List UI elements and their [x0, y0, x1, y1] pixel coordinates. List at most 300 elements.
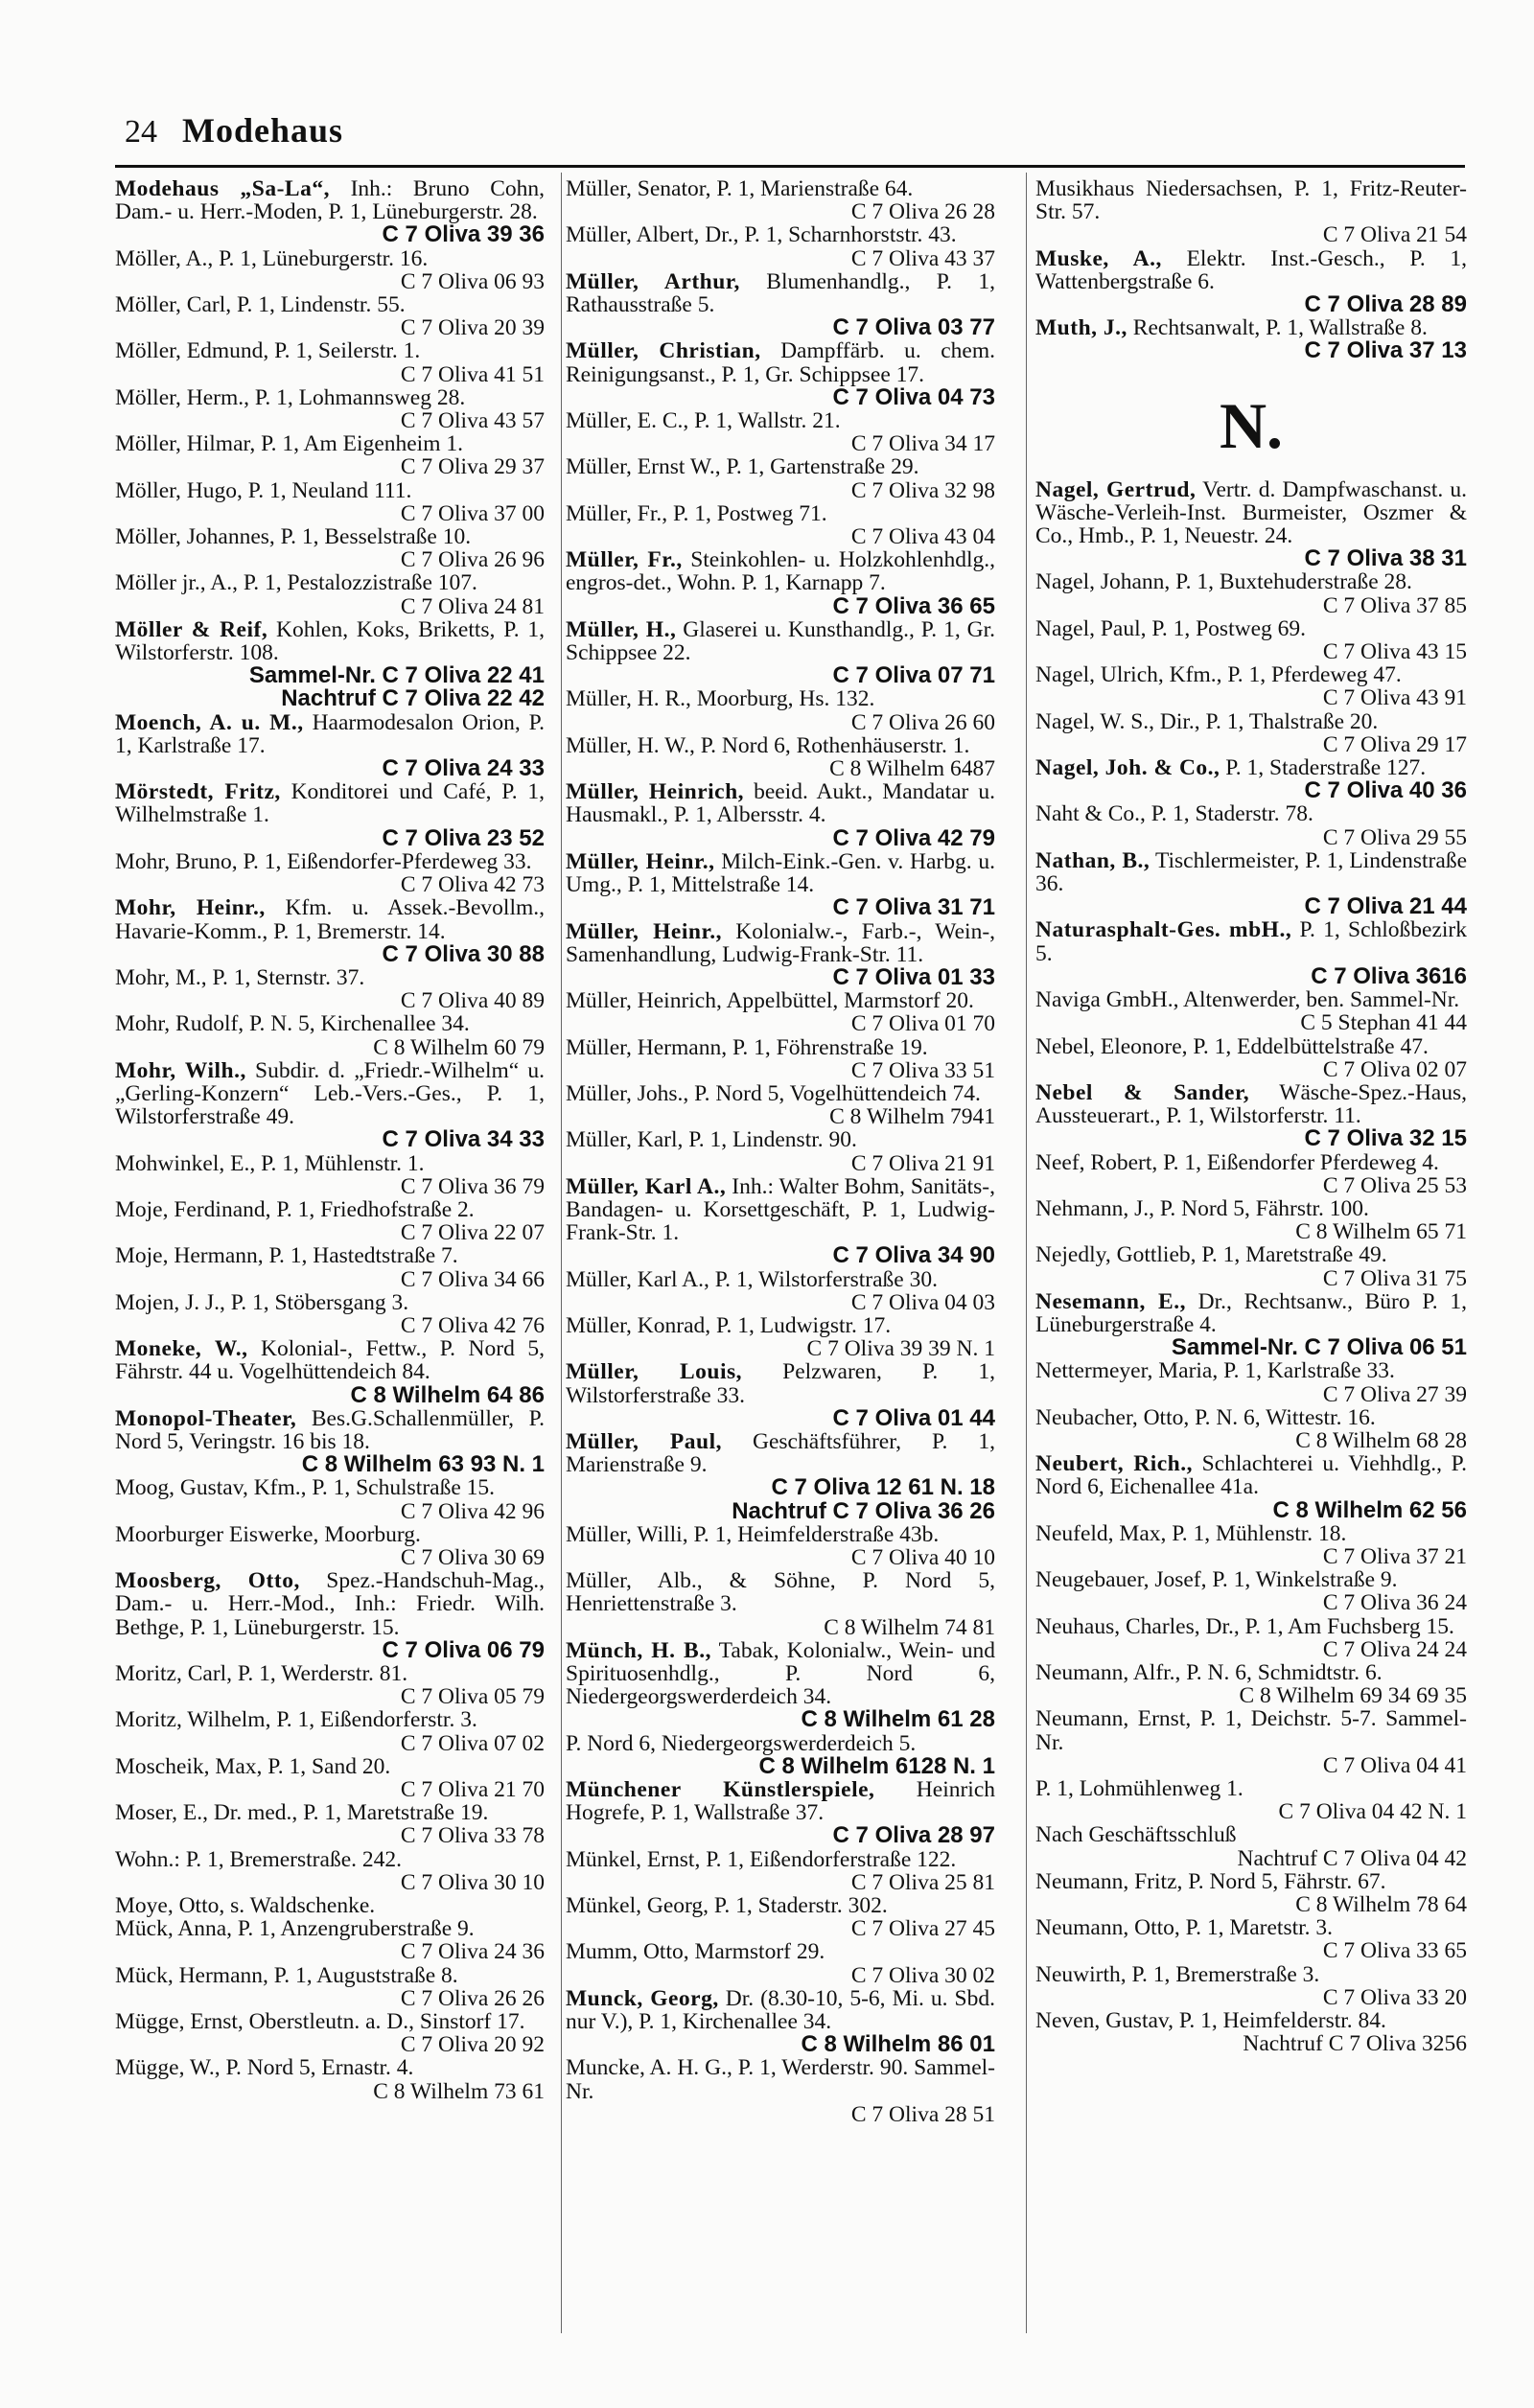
entry-name: Monopol-Theater, [115, 1405, 297, 1431]
directory-entry [1035, 1661, 1467, 1707]
directory-entry [115, 1476, 545, 1522]
directory-entry [1035, 2009, 1467, 2055]
phone-number: C 7 Oliva 42 96 [400, 1498, 545, 1524]
phone-number: C 7 Oliva 21 44 [1304, 893, 1467, 920]
phone-number: C 7 Oliva 25 81 [850, 1869, 995, 1895]
phone-number: C 7 Oliva 39 36 [382, 221, 545, 248]
column-divider [561, 173, 562, 2333]
entry-text: Müller, Fr., P. 1, Postweg 71. [566, 500, 827, 526]
directory-entry [566, 1268, 995, 1314]
phone-number: C 7 Oliva 06 79 [382, 1636, 545, 1663]
entry-name: Mörstedt, Fritz, [115, 779, 281, 805]
directory-entry [1035, 1870, 1467, 1916]
phone-number: C 7 Oliva 43 91 [1322, 685, 1467, 711]
directory-entry [566, 1732, 995, 1778]
entry-text: Mojen, J. J., P. 1, Stöbersgang 3. [115, 1289, 409, 1315]
directory-entry [566, 734, 995, 780]
directory-entry [566, 1082, 995, 1128]
phone-number: Nachtruf C 7 Oliva 22 42 [281, 685, 545, 712]
directory-entry [566, 339, 995, 409]
directory-entry [1035, 1197, 1467, 1243]
directory-entry [566, 1778, 995, 1848]
phone-number: C 7 Oliva 43 57 [400, 408, 545, 434]
entry-text: Mück, Hermann, P. 1, Auguststraße 8. [115, 1962, 458, 1988]
directory-entry [115, 780, 545, 850]
entry-text: Müller, Johs., P. Nord 5, Vogelhüttendeich 74. [566, 1080, 981, 1106]
entry-name: Müller, Heinr., [566, 848, 715, 874]
directory-entry [115, 1801, 545, 1847]
entry-text: Müller, Karl, P. 1, Lindenstr. 90. [566, 1127, 857, 1153]
entry-text: Moje, Ferdinand, P. 1, Friedhofstraße 2. [115, 1196, 475, 1222]
directory-entry [115, 432, 545, 478]
entry-name: Moneke, W., [115, 1336, 248, 1362]
entry-text: Bes.G.Schallenmüller, P. Nord 5, Veringstr. 16 bis 18. [115, 1405, 545, 1454]
entry-text: Elektr. Inst.-Gesch., P. 1, Wattenbergstraße 6. [1035, 245, 1468, 294]
entry-text: Müller, Heinrich, Appelbüttel, Marmstorf 20. [566, 988, 974, 1014]
directory-entry [1035, 988, 1467, 1034]
directory-entry [115, 339, 545, 385]
entry-name: Müller, Karl A., [566, 1173, 727, 1199]
entry-text: Nagel, Johann, P. 1, Buxtehuderstraße 28. [1035, 569, 1412, 595]
entry-text: Neuhaus, Charles, Dr., P. 1, Am Fuchsberg 15. [1035, 1613, 1454, 1639]
phone-number: C 8 Wilhelm 64 86 [350, 1381, 545, 1408]
entry-text: Moser, E., Dr. med., P. 1, Maretstraße 19. [115, 1800, 489, 1826]
phone-number: C 7 Oliva 20 39 [400, 315, 545, 341]
phone-number: C 7 Oliva 28 89 [1304, 291, 1467, 318]
entry-name: Müller, Christian, [566, 338, 761, 364]
entry-text: Glaserei u. Kunsthandlg., P. 1, Gr. Schippsee 22. [566, 616, 995, 666]
entry-name: Neubert, Rich., [1035, 1451, 1193, 1477]
entry-text: Muncke, A. H. G., P. 1, Werderstr. 90. Sammel-Nr. [566, 2055, 995, 2104]
directory-entry [566, 1848, 995, 1894]
entry-name: Muske, A., [1035, 245, 1162, 271]
directory-entry [115, 1291, 545, 1337]
phone-number: C 7 Oliva 02 07 [1322, 1056, 1467, 1082]
phone-number: C 7 Oliva 37 85 [1322, 592, 1467, 618]
entry-name: Nebel & Sander, [1035, 1079, 1250, 1105]
entry-text: Moye, Otto, s. Waldschenke. [115, 1893, 376, 1919]
directory-entry [115, 247, 545, 293]
entry-name: Munck, Georg, [566, 1985, 719, 2011]
entry-text: Steinkohlen- u. Holzkohlenhdlg., engros-det., Wohn. P. 1, Karnapp 7. [566, 547, 996, 596]
phone-number: C 7 Oliva 24 36 [400, 1939, 545, 1965]
directory-entry [1035, 1823, 1467, 1869]
page-header [125, 110, 343, 150]
directory-entry [1035, 316, 1467, 362]
phone-number: C 7 Oliva 04 73 [832, 383, 995, 410]
directory-column-3 [1035, 177, 1467, 2055]
entry-text: Dr., Rechtsanw., Büro P. 1, Lüneburgerstraße 4. [1035, 1288, 1467, 1337]
directory-entry [1035, 1963, 1467, 2009]
directory-entry [115, 1569, 545, 1662]
directory-entry [566, 1940, 995, 1986]
entry-text: Möller, Herm., P. 1, Lohmannsweg 28. [115, 384, 466, 410]
phone-number: C 7 Oliva 01 44 [832, 1404, 995, 1431]
phone-number: C 7 Oliva 30 69 [400, 1544, 545, 1570]
entry-text: Dampffärb. u. chem. Reinigungsanst., P. 1, Gr. Schippsee 17. [566, 338, 995, 387]
directory-entry [115, 1337, 545, 1407]
directory-entry [566, 548, 995, 618]
directory-entry [115, 1917, 545, 1963]
entry-text: Neumann, Ernst, P. 1, Deichstr. 5-7. Sammel-Nr. [1035, 1706, 1467, 1755]
entry-text: Neugebauer, Josef, P. 1, Winkelstraße 9. [1035, 1567, 1398, 1593]
phone-number: C 7 Oliva 30 02 [850, 1962, 995, 1988]
entry-text: Neumann, Alfr., P. N. 6, Schmidtstr. 6. [1035, 1659, 1383, 1685]
directory-entry [566, 455, 995, 501]
phone-number: C 7 Oliva 29 17 [1322, 731, 1467, 757]
phone-number: C 7 Oliva 40 36 [1304, 777, 1467, 804]
entry-text: Spez.-Handschuh-Mag., Dam.- u. Herr.-Mod., Inh.: Friedr. Wilh. Bethge, P. 1, Lüneburgerstr. 15. [115, 1568, 546, 1640]
entry-text: Mohr, Bruno, P. 1, Eißendorfer-Pferdeweg 33. [115, 848, 532, 874]
entry-text: Mohwinkel, E., P. 1, Mühlenstr. 1. [115, 1150, 425, 1176]
phone-number: C 7 Oliva 34 33 [382, 1126, 545, 1153]
phone-number: C 7 Oliva 04 42 N. 1 [1278, 1799, 1467, 1825]
entry-text: Vertr. d. Dampfwaschanst. u. Wäsche-Verleih-Inst. Burmeister, Oszmer & Co., Hmb., P. 1, Neuestr. 24. [1035, 476, 1467, 549]
entry-name: Mohr, Wilh., [115, 1057, 246, 1083]
entry-text: Neufeld, Max, P. 1, Mühlenstr. 18. [1035, 1520, 1347, 1546]
entry-text: Möller, Edmund, P. 1, Seilerstr. 1. [115, 338, 421, 364]
phone-number: C 7 Oliva 01 33 [832, 963, 995, 990]
phone-number: C 7 Oliva 31 71 [832, 894, 995, 921]
entry-text: Müller, Ernst W., P. 1, Gartenstraße 29. [566, 454, 919, 480]
entry-text: Möller jr., A., P. 1, Pestalozzistraße 107. [115, 570, 477, 596]
phone-number: C 8 Wilhelm 62 56 [1272, 1496, 1467, 1523]
entry-text: Möller, Hilmar, P. 1, Am Eigenheim 1. [115, 431, 463, 457]
phone-number: C 7 Oliva 27 39 [1322, 1381, 1467, 1407]
directory-entry [115, 1755, 545, 1801]
entry-text: Mumm, Otto, Marmstorf 29. [566, 1939, 825, 1965]
phone-number: C 8 Wilhelm 6128 N. 1 [758, 1752, 995, 1779]
directory-entry [1035, 1568, 1467, 1614]
phone-number: C 8 Wilhelm 6487 [829, 756, 995, 782]
phone-number: C 7 Oliva 36 65 [832, 592, 995, 619]
header-rule [115, 165, 1465, 168]
directory-entry [115, 1662, 545, 1708]
phone-number: C 8 Wilhelm 69 34 69 35 [1239, 1683, 1467, 1709]
phone-number: C 7 Oliva 36 24 [1322, 1590, 1467, 1616]
phone-number: C 7 Oliva 36 79 [400, 1173, 545, 1199]
phone-number: C 7 Oliva 33 65 [1322, 1938, 1467, 1964]
entry-name: Müller, Heinrich, [566, 779, 745, 805]
phone-number: C 8 Wilhelm 73 61 [373, 2078, 545, 2104]
entry-text: Mohr, Rudolf, P. N. 5, Kirchenallee 34. [115, 1011, 470, 1037]
entry-name: Müller, Fr., [566, 547, 683, 573]
directory-column-1 [115, 177, 545, 2103]
phone-number: C 7 Oliva 38 31 [1304, 545, 1467, 572]
phone-number: Nachtruf C 7 Oliva 36 26 [732, 1497, 995, 1524]
directory-entry [566, 1036, 995, 1082]
directory-entry [115, 177, 545, 247]
phone-number: C 7 Oliva 21 54 [1322, 222, 1467, 248]
directory-entry [1035, 1081, 1467, 1151]
phone-number: C 7 Oliva 41 51 [400, 361, 545, 387]
phone-number: C 7 Oliva 04 41 [1322, 1752, 1467, 1778]
directory-entry [115, 1848, 545, 1894]
phone-number: C 7 Oliva 33 78 [400, 1823, 545, 1849]
entry-name: Moosberg, Otto, [115, 1568, 300, 1594]
entry-text: Nach Geschäftsschluß [1035, 1822, 1237, 1848]
entry-text: Pelzwaren, P. 1, Wilstorferstraße 33. [566, 1359, 996, 1408]
directory-entry [1035, 1452, 1467, 1522]
phone-number: C 8 Wilhelm 68 28 [1295, 1427, 1467, 1453]
phone-number: C 7 Oliva 21 91 [850, 1150, 995, 1176]
directory-entry [566, 409, 995, 455]
entry-text: P. Nord 6, Niedergeorgswerderdeich 5. [566, 1730, 917, 1756]
directory-entry [1035, 1777, 1467, 1823]
phone-number: C 7 Oliva 34 17 [850, 431, 995, 457]
entry-text: P. 1, Lohmühlenweg 1. [1035, 1776, 1243, 1801]
phone-number: C 7 Oliva 22 07 [400, 1220, 545, 1246]
directory-entry [1035, 570, 1467, 616]
phone-number: C 7 Oliva 25 53 [1322, 1172, 1467, 1198]
directory-entry [115, 1198, 545, 1244]
entry-text: Moog, Gustav, Kfm., P. 1, Schulstraße 15. [115, 1475, 496, 1501]
entry-text: Kohlen, Koks, Briketts, P. 1, Wilstorferstr. 108. [115, 616, 545, 666]
directory-entry [566, 1175, 995, 1268]
entry-name: Modehaus „Sa-La“, [115, 176, 330, 201]
entry-text: Dr. (8.30-10, 5-6, Mi. u. Sbd. nur V.), P. 1, Kirchenallee 34. [566, 1985, 995, 2035]
directory-entry [566, 1523, 995, 1569]
phone-number: C 7 Oliva 40 10 [850, 1544, 995, 1570]
directory-entry [1035, 918, 1467, 988]
entry-text: Müller, Willi, P. 1, Heimfelderstraße 43b. [566, 1521, 940, 1547]
entry-name: Naturasphalt-Ges. mbH., [1035, 917, 1292, 943]
phone-number: C 7 Oliva 42 73 [400, 872, 545, 898]
phone-number: C 7 Oliva 30 88 [382, 940, 545, 967]
directory-entry [1035, 849, 1467, 919]
phone-number: C 7 Oliva 43 04 [850, 524, 995, 550]
phone-number: C 7 Oliva 26 26 [400, 1985, 545, 2011]
entry-text: Müller, Alb., & Söhne, P. Nord 5, Henriettenstraße 3. [566, 1568, 995, 1617]
phone-number: C 7 Oliva 12 61 N. 18 [771, 1474, 995, 1501]
phone-number: C 8 Wilhelm 7941 [829, 1104, 995, 1130]
entry-text: Mohr, M., P. 1, Sternstr. 37. [115, 964, 365, 990]
directory-entry [115, 386, 545, 432]
phone-number: C 7 Oliva 24 81 [400, 593, 545, 619]
directory-entry [1035, 663, 1467, 709]
directory-entry [115, 525, 545, 571]
entry-text: Nebel, Eleonore, P. 1, Eddelbüttelstraße 47. [1035, 1033, 1429, 1059]
entry-text: Münkel, Georg, P. 1, Staderstr. 302. [566, 1893, 888, 1919]
entry-text: Heinrich Hogrefe, P. 1, Wallstraße 37. [566, 1777, 996, 1826]
directory-entry [115, 1059, 545, 1152]
phone-number: C 7 Oliva 33 51 [850, 1057, 995, 1083]
entry-text: Müller, Karl A., P. 1, Wilstorferstraße 30. [566, 1266, 938, 1292]
phone-number: C 7 Oliva 27 45 [850, 1916, 995, 1942]
directory-entry [566, 780, 995, 850]
directory-entry [115, 2056, 545, 2102]
directory-entry [566, 1987, 995, 2057]
phone-number: C 7 Oliva 23 52 [382, 824, 545, 851]
entry-text: Moorburger Eiswerke, Moorburg. [115, 1521, 421, 1547]
entry-text: Kolonial-, Fettw., P. Nord 5, Fährstr. 44 u. Vogelhüttendeich 84. [115, 1336, 545, 1385]
phone-number: C 7 Oliva 26 28 [850, 199, 995, 225]
phone-number: C 7 Oliva 26 96 [400, 547, 545, 573]
directory-entry [566, 618, 995, 688]
entry-name: Nathan, B., [1035, 847, 1150, 873]
phone-number: C 7 Oliva 33 20 [1322, 1984, 1467, 2010]
entry-text: Geschäftsführer, P. 1, Marienstraße 9. [566, 1428, 995, 1478]
entry-text: Tischlermeister, P. 1, Lindenstraße 36. [1035, 847, 1467, 897]
directory-entry [566, 1497, 995, 1524]
entry-text: beeid. Aukt., Mandatar u. Hausmakl., P. 1, Albersstr. 4. [566, 779, 995, 828]
directory-entry [115, 1152, 545, 1198]
phone-number: C 7 Oliva 28 51 [850, 2101, 995, 2127]
directory-entry [115, 896, 545, 966]
directory-entry [115, 1708, 545, 1754]
directory-entry [115, 966, 545, 1012]
phone-number: C 8 Wilhelm 60 79 [373, 1034, 545, 1060]
directory-entry [566, 1430, 995, 1500]
phone-number: C 7 Oliva 37 21 [1322, 1543, 1467, 1569]
entry-text: Nagel, Paul, P. 1, Postweg 69. [1035, 615, 1306, 641]
phone-number: C 7 Oliva 43 37 [850, 245, 995, 271]
entry-text: Müller, H. W., P. Nord 6, Rothenhäuserstr. 1. [566, 732, 970, 758]
phone-number: C 7 Oliva 24 33 [382, 755, 545, 782]
phone-number: C 7 Oliva 06 93 [400, 268, 545, 294]
phone-number: C 7 Oliva 26 60 [850, 709, 995, 735]
entry-text: Müller, E. C., P. 1, Wallstr. 21. [566, 408, 841, 434]
entry-name: Muth, J., [1035, 315, 1127, 341]
entry-text: Haarmodesalon Orion, P. 1, Karlstraße 17. [115, 709, 546, 758]
entry-text: Naviga GmbH., Altenwerder, ben. Sammel-Nr. [1035, 987, 1460, 1013]
entry-text: Schlachterei u. Viehhdlg., P. Nord 6, Eichenallee 41a. [1035, 1451, 1467, 1500]
running-title: Modehaus [182, 111, 344, 150]
directory-entry [1035, 1359, 1467, 1405]
directory-entry [566, 1894, 995, 1940]
entry-text: Nagel, W. S., Dir., P. 1, Thalstraße 20. [1035, 708, 1379, 734]
directory-entry [1035, 1151, 1467, 1197]
directory-entry [115, 850, 545, 896]
phone-number: C 7 Oliva 07 71 [832, 662, 995, 689]
entry-text: Rechtsanwalt, P. 1, Wallstraße 8. [1132, 315, 1428, 341]
directory-entry [566, 177, 995, 223]
entry-name: Münch, H. B., [566, 1637, 711, 1663]
entry-text: Nejedly, Gottlieb, P. 1, Maretstraße 49. [1035, 1242, 1387, 1268]
entry-text: Kolonialw.-, Farb.-, Wein-, Samenhandlung, Ludwig-Frank-Str. 11. [566, 918, 996, 967]
directory-entry [1035, 177, 1467, 247]
phone-number: C 7 Oliva 42 76 [400, 1312, 545, 1338]
phone-number: C 8 Wilhelm 86 01 [801, 2031, 995, 2058]
directory-entry [1035, 478, 1467, 571]
entry-text: P. 1, Staderstraße 127. [1225, 755, 1427, 781]
directory-entry [566, 1314, 995, 1360]
entry-text: Subdir. d. „Friedr.-Wilhelm“ u. „Gerling-Konzern“ Leb.-Vers.-Ges., P. 1, Wilstorferstraße 49. [115, 1057, 545, 1130]
phone-number: C 7 Oliva 29 37 [400, 454, 545, 480]
phone-number: C 7 Oliva 37 13 [1304, 337, 1467, 364]
entry-name: Müller, Heinr., [566, 918, 722, 944]
entry-text: Naht & Co., P. 1, Staderstr. 78. [1035, 801, 1313, 827]
directory-entry [566, 502, 995, 548]
phone-number: Sammel-Nr. C 7 Oliva 22 41 [248, 662, 545, 689]
entry-text: Moscheik, Max, P. 1, Sand 20. [115, 1753, 391, 1779]
phone-number: C 7 Oliva 04 03 [850, 1289, 995, 1315]
entry-text: Moje, Hermann, P. 1, Hastedtstraße 7. [115, 1243, 458, 1269]
directory-entry [566, 1360, 995, 1430]
entry-text: Moritz, Wilhelm, P. 1, Eißendorferstr. 3. [115, 1707, 477, 1733]
entry-name: Müller, Arthur, [566, 268, 740, 294]
column-divider [1026, 173, 1027, 2333]
directory-entry [115, 571, 545, 617]
phone-number: C 5 Stephan 41 44 [1300, 1010, 1467, 1036]
directory-entry [1035, 1707, 1467, 1777]
entry-text: Neumann, Otto, P. 1, Maretstr. 3. [1035, 1915, 1334, 1941]
phone-number: C 7 Oliva 3616 [1311, 962, 1467, 989]
phone-number: C 8 Wilhelm 61 28 [801, 1706, 995, 1733]
directory-entry [115, 711, 545, 781]
phone-number: C 7 Oliva 29 55 [1322, 824, 1467, 850]
phone-number: C 7 Oliva 05 79 [400, 1684, 545, 1710]
directory-column-2 [566, 177, 995, 2126]
phone-number: C 7 Oliva 07 02 [400, 1730, 545, 1756]
directory-entry [115, 1964, 545, 2010]
entry-text: Inh.: Walter Bohm, Sanitäts-, Bandagen- u. Korsettgeschäft, P. 1, Ludwig-Frank-Str. 1. [566, 1173, 995, 1246]
directory-entry [1035, 1522, 1467, 1568]
entry-text: Neumann, Fritz, P. Nord 5, Fährstr. 67. [1035, 1868, 1386, 1894]
entry-name: Nesemann, E., [1035, 1288, 1186, 1314]
phone-number: C 7 Oliva 03 77 [832, 314, 995, 341]
section-letter: N. [1219, 388, 1284, 462]
entry-text: Mück, Anna, P. 1, Anzengruberstraße 9. [115, 1916, 475, 1942]
directory-entry [566, 1569, 995, 1639]
phone-number: C 7 Oliva 24 24 [1322, 1636, 1467, 1662]
directory-entry [566, 1639, 995, 1732]
entry-text: Mügge, Ernst, Oberstleutn. a. D., Sinstorf 17. [115, 2009, 525, 2035]
phone-number: C 7 Oliva 20 92 [400, 2032, 545, 2058]
phone-number: C 8 Wilhelm 78 64 [1295, 1892, 1467, 1918]
entry-text: Möller, A., P. 1, Lüneburgerstr. 16. [115, 245, 429, 271]
phone-number: C 8 Wilhelm 65 71 [1295, 1219, 1467, 1245]
directory-entry [115, 1012, 545, 1058]
directory-entry [115, 2010, 545, 2056]
directory-entry [566, 920, 995, 990]
phone-number: C 7 Oliva 43 15 [1322, 639, 1467, 665]
entry-name: Nagel, Joh. & Co., [1035, 755, 1220, 781]
directory-entry [1035, 756, 1467, 802]
entry-text: Neven, Gustav, P. 1, Heimfelderstr. 84. [1035, 2008, 1386, 2034]
entry-text: Müller, Konrad, P. 1, Ludwigstr. 17. [566, 1312, 892, 1338]
phone-number: C 7 Oliva 31 75 [1322, 1265, 1467, 1291]
directory-entry [1035, 1290, 1467, 1360]
entry-name: Nagel, Gertrud, [1035, 476, 1197, 502]
directory-entry [115, 1244, 545, 1290]
directory-entry [566, 1128, 995, 1174]
directory-entry [115, 687, 545, 710]
entry-text: Konditorei und Café, P. 1, Wilhelmstraße 1. [115, 779, 546, 828]
entry-text: Wohn.: P. 1, Bremerstraße. 242. [115, 1846, 402, 1872]
entry-text: Neuwirth, P. 1, Bremerstraße 3. [1035, 1961, 1320, 1987]
entry-text: Möller, Hugo, P. 1, Neuland 111. [115, 477, 412, 503]
directory-entry [1035, 1243, 1467, 1289]
entry-text: Musikhaus Niedersachsen, P. 1, Fritz-Reuter-Str. 57. [1035, 176, 1467, 225]
phone-number: C 7 Oliva 32 98 [850, 477, 995, 503]
entry-text: Mügge, W., P. Nord 5, Ernastr. 4. [115, 2055, 414, 2081]
entry-name: Moench, A. u. M., [115, 709, 304, 735]
entry-text: Moritz, Carl, P. 1, Werderstr. 81. [115, 1661, 408, 1686]
entry-text: Müller, Albert, Dr., P. 1, Scharnhorststr. 43. [566, 222, 957, 248]
directory-entry [566, 2056, 995, 2126]
directory-entry [115, 479, 545, 525]
directory-entry [1035, 1916, 1467, 1962]
entry-text: Blumenhandlg., P. 1, Rathausstraße 5. [566, 268, 996, 318]
phone-number: C 8 Wilhelm 74 81 [824, 1614, 995, 1640]
directory-entry [566, 850, 995, 920]
entry-text: Nehmann, J., P. Nord 5, Fährstr. 100. [1035, 1195, 1369, 1221]
phone-number: C 7 Oliva 42 79 [832, 824, 995, 851]
entry-text: Möller, Johannes, P. 1, Besselstraße 10. [115, 524, 472, 550]
directory-entry [1035, 1615, 1467, 1661]
directory-entry [566, 687, 995, 733]
